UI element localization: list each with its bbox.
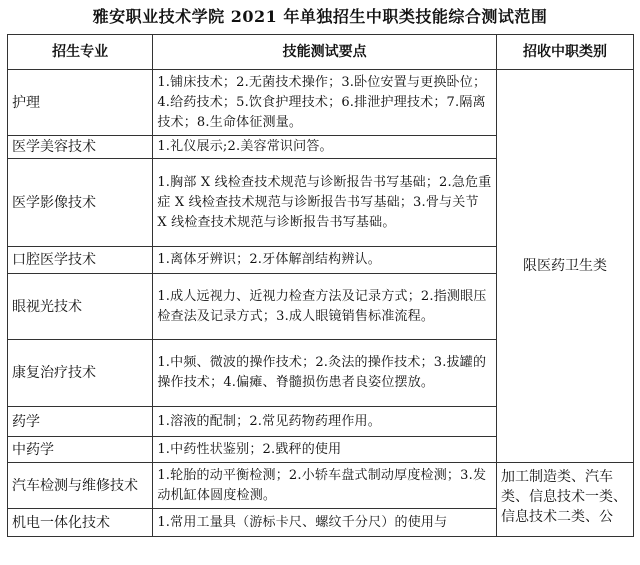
major-cell: 药学	[8, 407, 153, 437]
requirements-cell: 1.中药性状鉴别；2.戥秤的使用	[153, 437, 497, 463]
test-scope-table	[7, 34, 634, 537]
header-category: 招收中职类别	[496, 35, 633, 70]
major-cell: 医学美容技术	[8, 136, 153, 159]
major-cell: 护理	[8, 70, 153, 136]
requirements-cell: 1.成人远视力、近视力检查方法及记录方式；2.指测眼压检查法及记录方式；3.成人眼镜销售标准流程。	[153, 274, 497, 340]
requirements-cell: 1.中频、微波的操作技术；2.灸法的操作技术；3.拔罐的操作技术；4.偏瘫、脊髓损伤患者良姿位摆放。	[153, 340, 497, 407]
table-row	[8, 463, 634, 509]
requirements-cell: 1.胸部 X 线检查技术规范与诊断报告书写基础；2.急危重症 X 线检查技术规范与诊断报告书写基础；3.骨与关节 X 线检查技术规范与诊断报告书写基础。	[153, 159, 497, 247]
requirements-cell: 1.礼仪展示;2.美容常识问答。	[153, 136, 497, 159]
major-cell: 中药学	[8, 437, 153, 463]
category-cell-engineering: 加工制造类、汽车类、信息技术一类、信息技术二类、公	[496, 463, 633, 537]
major-cell: 口腔医学技术	[8, 247, 153, 274]
major-cell: 医学影像技术	[8, 159, 153, 247]
category-cell-medical: 限医药卫生类	[496, 70, 633, 463]
major-cell: 康复治疗技术	[8, 340, 153, 407]
header-requirements: 技能测试要点	[153, 35, 497, 70]
requirements-cell: 1.铺床技术；2.无菌技术操作；3.卧位安置与更换卧位；4.给药技术；5.饮食护理技术；6.排泄护理技术；7.隔离技术；8.生命体征测量。	[153, 70, 497, 136]
major-cell: 机电一体化技术	[8, 509, 153, 537]
requirements-cell: 1.溶液的配制；2.常见药物药理作用。	[153, 407, 497, 437]
table-row	[8, 70, 634, 136]
requirements-cell: 1.轮胎的动平衡检测；2.小轿车盘式制动厚度检测；3.发动机缸体圆度检测。	[153, 463, 497, 509]
requirements-cell: 1.离体牙辨识；2.牙体解剖结构辨认。	[153, 247, 497, 274]
page-title: 雅安职业技术学院 2021 年单独招生中职类技能综合测试范围	[92, 7, 548, 26]
table-header-row	[8, 35, 634, 70]
major-cell: 眼视光技术	[8, 274, 153, 340]
requirements-cell: 1.常用工量具（游标卡尺、螺纹千分尺）的使用与	[153, 509, 497, 537]
major-cell: 汽车检测与维修技术	[8, 463, 153, 509]
header-major: 招生专业	[8, 35, 153, 70]
